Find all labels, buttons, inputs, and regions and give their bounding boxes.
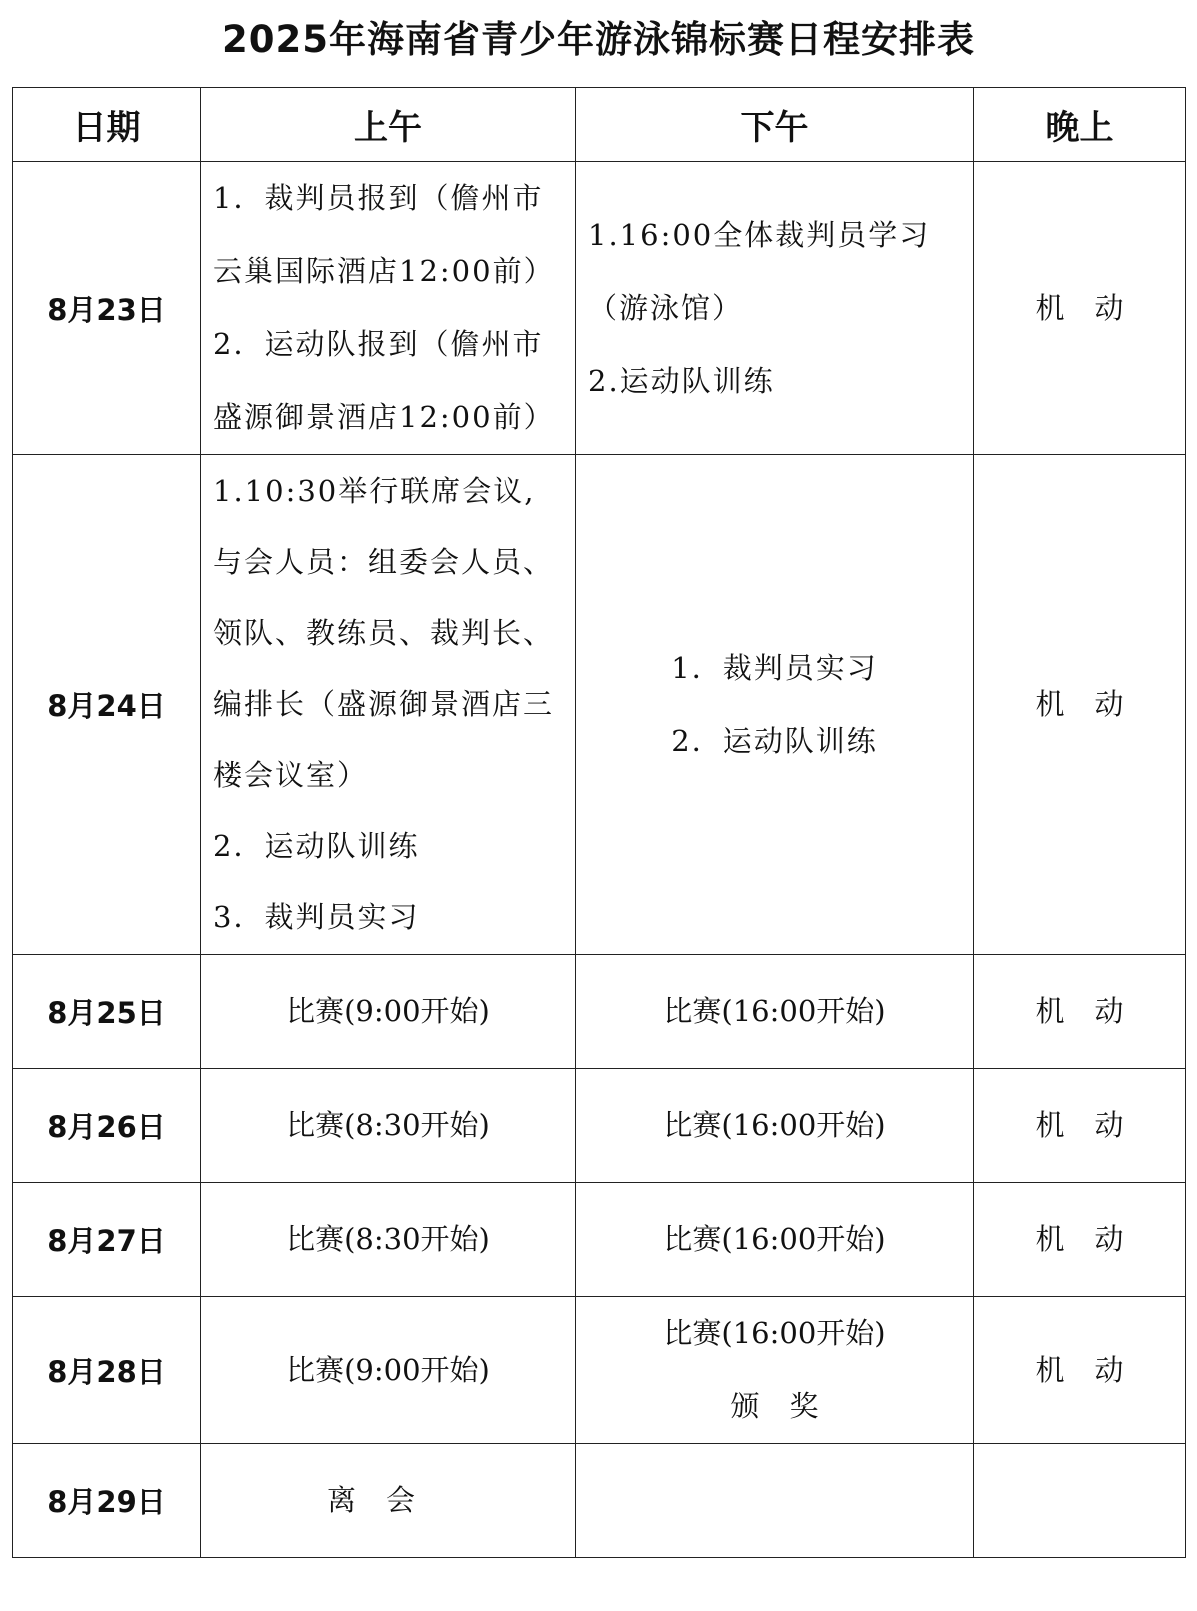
table-row <box>13 162 1186 455</box>
morning-cell <box>201 455 576 955</box>
header-row <box>13 88 1186 162</box>
table-row <box>13 955 1186 1069</box>
date-cell: 8月29日 <box>13 1444 201 1558</box>
table-row <box>13 1183 1186 1297</box>
table-row <box>13 1444 1186 1558</box>
afternoon-line: 颁奖 <box>730 1389 849 1423</box>
table-row <box>13 1069 1186 1183</box>
evening-cell: 机动 <box>974 955 1186 1069</box>
afternoon-line: 1．裁判员实习 <box>671 650 878 685</box>
afternoon-cell: 比赛(16:00开始) <box>576 955 974 1069</box>
evening-cell: 机动 <box>974 1297 1186 1444</box>
header-evening: 晚上 <box>974 88 1186 162</box>
document-title: 2025年海南省青少年游泳锦标赛日程安排表 <box>222 18 975 61</box>
evening-cell: 机动 <box>974 162 1186 455</box>
morning-line: 3．裁判员实习 <box>213 900 420 934</box>
morning-cell: 比赛(8:30开始) <box>201 1183 576 1297</box>
morning-line: 与会人员：组委会人员、 <box>213 545 555 579</box>
afternoon-line: 2．运动队训练 <box>671 723 878 758</box>
morning-cell <box>201 162 576 455</box>
evening-cell: 机动 <box>974 1069 1186 1183</box>
morning-line: 1.10:30举行联席会议, <box>213 474 536 508</box>
morning-line: 领队、教练员、裁判长、 <box>213 616 555 650</box>
afternoon-line: 2.运动队训练 <box>588 363 775 398</box>
evening-cell: 机动 <box>974 455 1186 955</box>
header-morning: 上午 <box>201 88 576 162</box>
afternoon-cell: 比赛(16:00开始) <box>576 1069 974 1183</box>
afternoon-line: （游泳馆） <box>588 290 744 325</box>
morning-cell: 比赛(8:30开始) <box>201 1069 576 1183</box>
date-cell: 8月25日 <box>13 955 201 1069</box>
morning-cell: 比赛(9:00开始) <box>201 955 576 1069</box>
schedule-table <box>12 87 1186 1558</box>
morning-line: 2．运动队报到（儋州市 <box>213 327 544 361</box>
morning-cell: 比赛(9:00开始) <box>201 1297 576 1444</box>
morning-line: 编排长（盛源御景酒店三 <box>213 687 555 721</box>
evening-cell <box>974 1444 1186 1558</box>
evening-cell: 机动 <box>974 1183 1186 1297</box>
afternoon-cell <box>576 455 974 955</box>
header-date: 日期 <box>13 88 201 162</box>
afternoon-cell <box>576 1297 974 1444</box>
morning-line: 云巢国际酒店12:00前） <box>213 254 555 288</box>
header-afternoon: 下午 <box>576 88 974 162</box>
date-cell: 8月27日 <box>13 1183 201 1297</box>
date-cell: 8月24日 <box>13 455 201 955</box>
date-cell: 8月23日 <box>13 162 201 455</box>
morning-line: 2．运动队训练 <box>213 829 420 863</box>
date-cell: 8月28日 <box>13 1297 201 1444</box>
afternoon-line: 比赛(16:00开始) <box>663 1316 886 1350</box>
date-cell: 8月26日 <box>13 1069 201 1183</box>
morning-line: 盛源御景酒店12:00前） <box>213 400 555 434</box>
morning-line: 1．裁判员报到（儋州市 <box>213 181 544 215</box>
table-row <box>13 1297 1186 1444</box>
afternoon-line: 1.16:00全体裁判员学习 <box>588 217 931 252</box>
table-row <box>13 455 1186 955</box>
morning-cell: 离会 <box>201 1444 576 1558</box>
afternoon-cell <box>576 162 974 455</box>
morning-line: 楼会议室） <box>213 758 369 792</box>
afternoon-cell: 比赛(16:00开始) <box>576 1183 974 1297</box>
afternoon-cell <box>576 1444 974 1558</box>
